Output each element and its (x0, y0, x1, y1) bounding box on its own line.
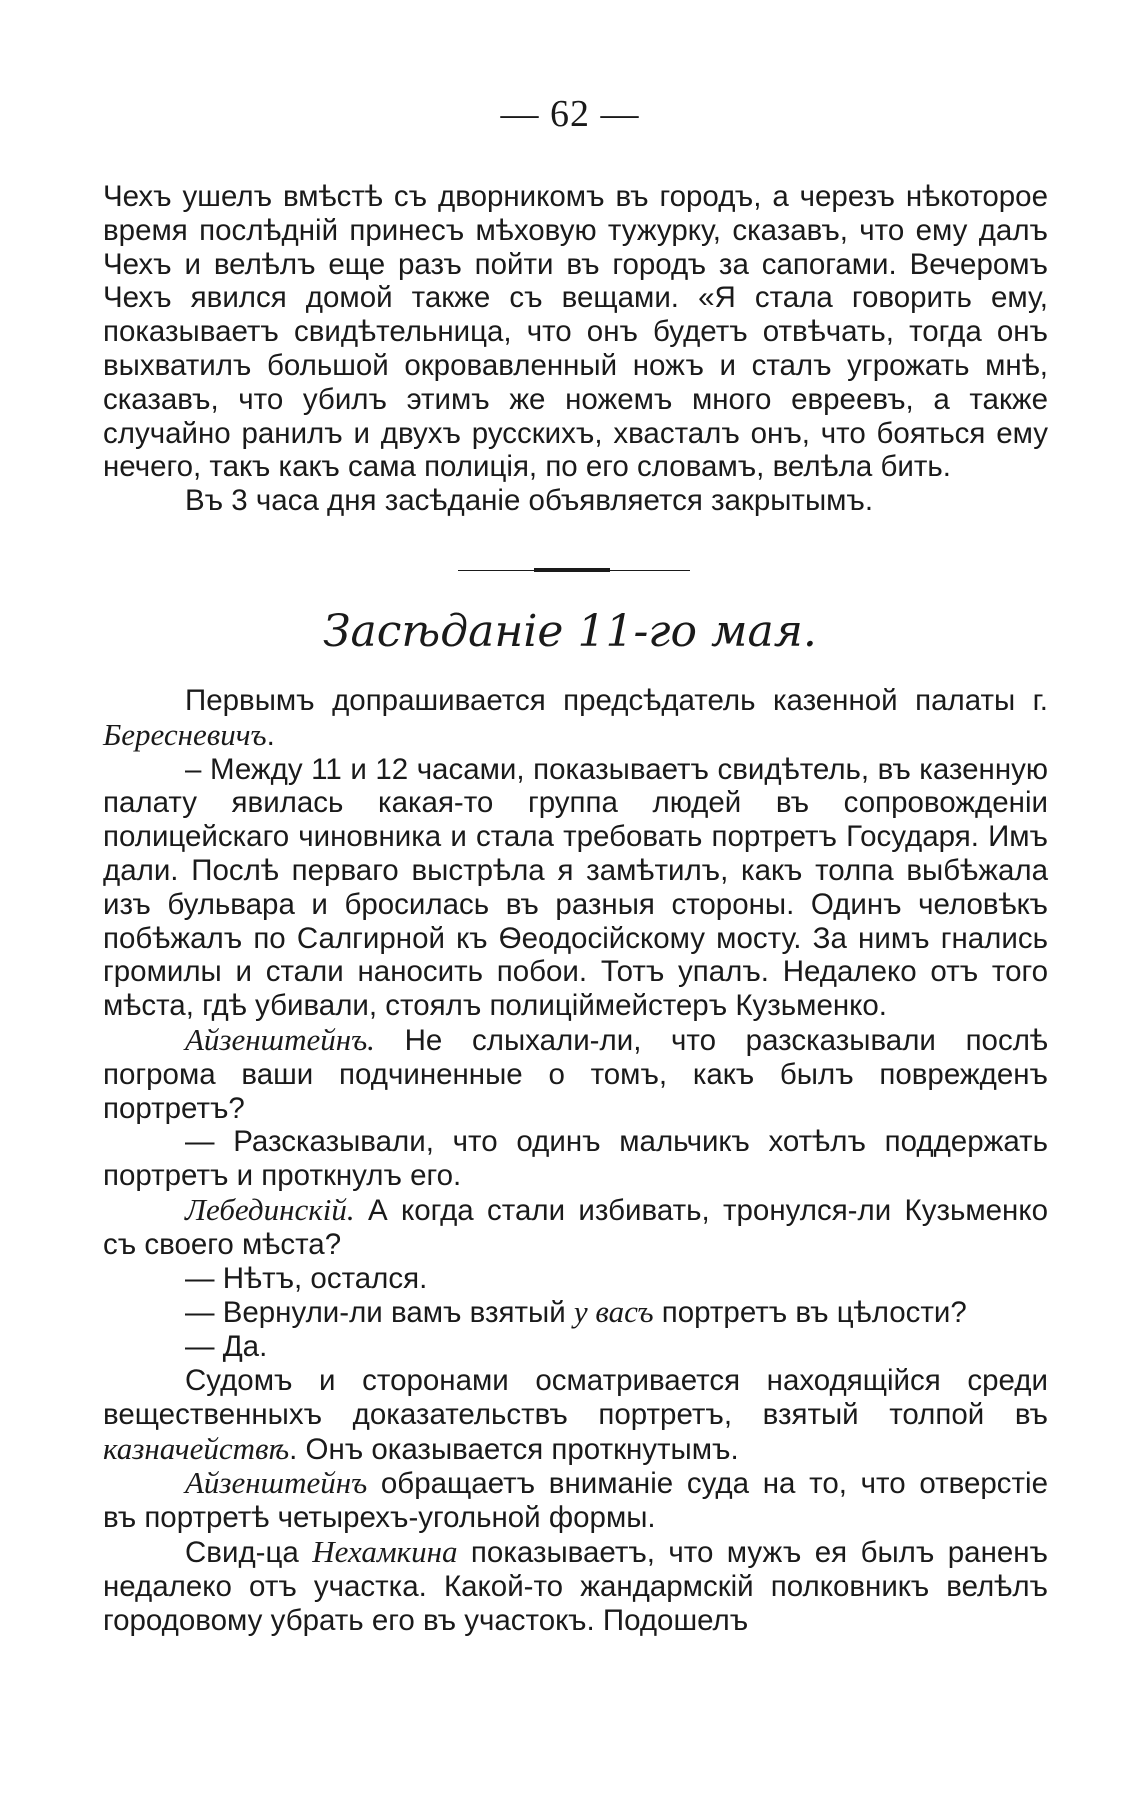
paragraph-exhibit-examined: Судомъ и сторонами осматривается находящiйся среди вещественныхъ доказательствъ портретъ, взятый толпой въ казначействѣ. Онъ оказывается проткнутымъ. (103, 1363, 1048, 1466)
paragraph-testimony-berisnevich: – Между 11 и 12 часами, показываетъ свидѣтель, въ казенную палату явилась какая-то группа людей въ сопровожденiи полицейскаго чиновника и стала требовать портретъ Государя. Имъ дали. Послѣ перваго выстрѣла я замѣтилъ, какъ толпа выбѣжала изъ бульвара и бросилась въ разныя стороны. Одинъ человѣкъ побѣжалъ по Салгирной къ Ѳеодосiйскому мосту. За нимъ гнались громилы и стали наносить побои. Тотъ упалъ. Недалеко отъ того мѣста, гдѣ убивали, стоялъ полицiймейстеръ Кузьменко. (103, 752, 1048, 1023)
speaker-name: Айзенштейнъ (185, 1465, 368, 1501)
italic-phrase: у васъ (573, 1294, 654, 1330)
text-block-session (103, 684, 1048, 1637)
italic-phrase: казначействѣ (103, 1430, 290, 1466)
paragraph-answer-boy: — Разсказывали, что одинъ мальчикъ хотѣлъ поддержать портретъ и проткнулъ его. (103, 1125, 1048, 1193)
paragraph-testimony-chekh: Чехъ ушелъ вмѣстѣ съ дворникомъ въ городъ, а черезъ нѣкоторое время послѣднiй принесъ мѣховую тужурку, сказавъ, что ему далъ Чехъ и велѣлъ еще разъ пойти въ городъ за сапогами. Вечеромъ Чехъ явился домой также съ вещами. «Я стала говорить ему, показываетъ свидѣтельница, что онъ будетъ отвѣчать, тогда онъ выхватилъ большой окровавленный ножъ и сталъ угрожать мнѣ, сказавъ, что убилъ этимъ же ножемъ много евреевъ, а также случайно ранилъ и двухъ русскихъ, хвасталъ онъ, что бояться ему нечего, такъ какъ сама полицiя, по его словамъ, велѣла бить. (103, 180, 1048, 484)
section-heading: Засѣданiе 11-го мая. (323, 606, 817, 657)
paragraph-answer-stayed: — Нѣтъ, остался. (185, 1261, 428, 1295)
speaker-name: Лебединскiй. (185, 1191, 355, 1227)
paragraph-question-returned: — Вернули-ли вамъ взятый у васъ портретъ въ цѣлости? (185, 1294, 967, 1330)
section-divider (458, 568, 690, 574)
witness-name: Нехамкина (312, 1533, 458, 1569)
witness-name: Бересневичъ (103, 716, 267, 752)
paragraph-aizenshtein-note: Айзенштейнъ обращаетъ вниманiе суда на то, что отверстiе въ портретѣ четырехъ-угольной формы. (103, 1465, 1048, 1535)
divider-thick-line (534, 568, 610, 572)
speaker-name: Айзенштейнъ. (185, 1021, 375, 1057)
paragraph-first-witness: Первымъ допрашивается предсѣдатель казенной палаты г. Бересневичъ. (103, 684, 1048, 752)
page-number: — 62 — (500, 93, 640, 135)
paragraph-question-aizenshtein: Айзенштейнъ. Не слыхали-ли, что разсказывали послѣ погрома ваши подчиненные о томъ, какъ былъ поврежденъ портретъ? (103, 1021, 1048, 1125)
paragraph-question-lebedinsky: Лебединскiй. А когда стали избивать, тронулся-ли Кузьменко съ своего мѣста? (103, 1191, 1048, 1261)
paragraph-session-closed: Въ 3 часа дня засѣданiе объявляется закрытымъ. (185, 484, 874, 518)
text-block-continuation (103, 180, 1048, 518)
paragraph-answer-yes: — Да. (185, 1330, 268, 1364)
paragraph-nekhamkina-testimony: Свид-ца Нехамкина показываетъ, что мужъ ея былъ раненъ недалеко отъ участка. Какой-то жандармскiй полковникъ велѣлъ городовому убрать его въ участокъ. Подошелъ (103, 1533, 1048, 1637)
